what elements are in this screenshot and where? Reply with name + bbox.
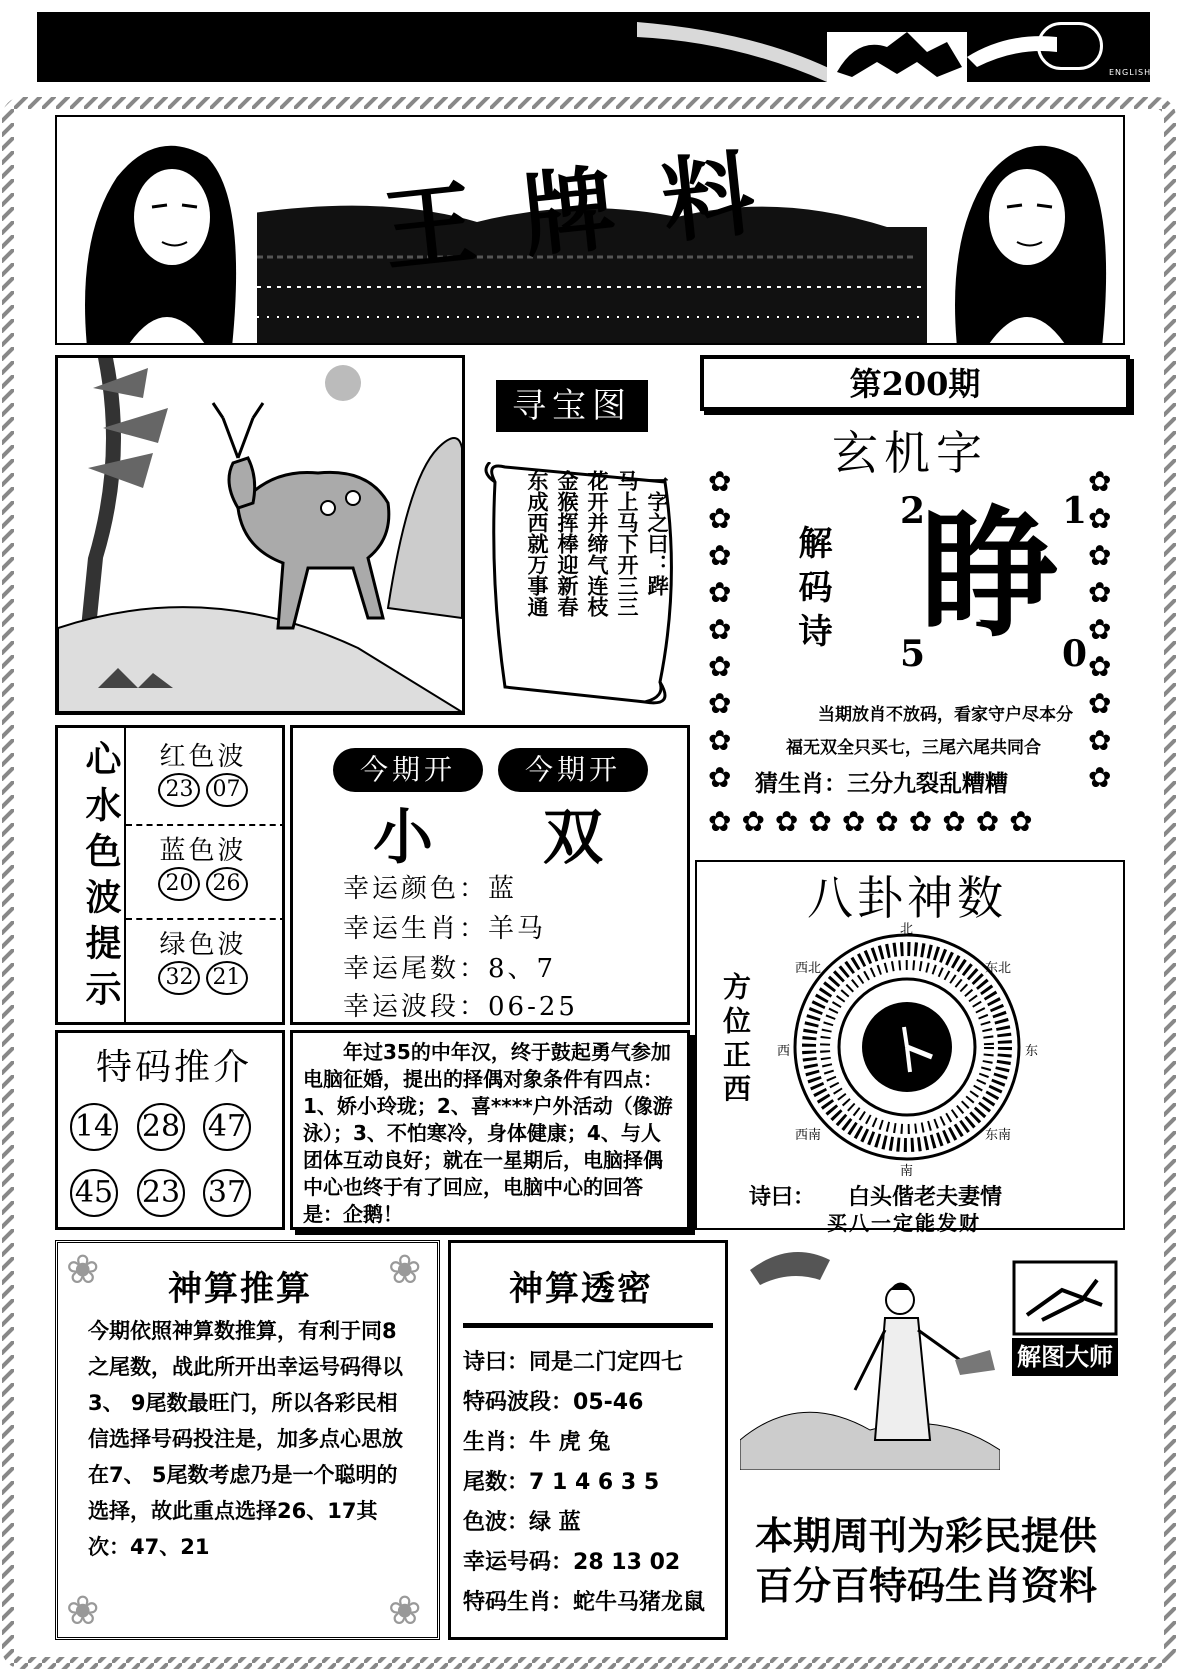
- result-small: 小: [373, 803, 433, 873]
- calc-panel: [55, 1240, 440, 1640]
- secret-key: 特码波段：: [463, 1390, 574, 1415]
- this-period-pill-1: 今期开: [333, 748, 483, 792]
- secret-row: [463, 1423, 725, 1463]
- lucky-key: 幸运颜色：: [343, 874, 489, 904]
- lucky-value: 8、7: [488, 954, 557, 984]
- wave-number: 26: [206, 867, 248, 901]
- bagua-poem: 诗曰： 白头偕老夫妻情: [749, 1184, 1003, 1210]
- compass-label: 南: [900, 1164, 914, 1179]
- recommend-number: 37: [203, 1169, 251, 1217]
- secret-panel: [448, 1240, 728, 1640]
- woman-portrait-right: [927, 117, 1125, 345]
- wave-number: 32: [158, 961, 200, 995]
- decode-master-badge: 解图大师: [1012, 1338, 1118, 1376]
- story-panel: [290, 1030, 690, 1230]
- compass-label: 东南: [985, 1128, 1012, 1143]
- secret-row: [463, 1543, 725, 1583]
- lucky-row: [343, 908, 546, 945]
- lucky-row: [343, 868, 517, 905]
- secret-key: 幸运号码：: [463, 1550, 574, 1575]
- bagua-panel: [695, 860, 1125, 1235]
- poem-column: 金猴挥棒迎新春: [555, 470, 579, 617]
- bagua-title: 八卦神数: [807, 871, 1007, 925]
- floral-corner-icon: ❀: [66, 1588, 100, 1634]
- compass-label: 西南: [795, 1128, 822, 1143]
- recommend-number: 28: [137, 1103, 185, 1151]
- decode-poem-label: 解码诗: [792, 525, 832, 657]
- this-period-pill-2: 今期开: [498, 748, 648, 792]
- wave-name: 红色波: [159, 742, 247, 772]
- flower-border-bottom: ✿✿✿✿✿✿✿✿✿✿: [708, 805, 1043, 838]
- scholar-illustration: [740, 1240, 1000, 1470]
- guess-zodiac: 猜生肖：三分九裂乱糟糟: [755, 771, 1008, 797]
- recommend-number: 14: [70, 1103, 118, 1151]
- wave-group-red: [128, 736, 278, 807]
- promo-line-2: 百分百特码生肖资料: [755, 1563, 1098, 1608]
- mystery-num-bottom-right: 0: [1062, 633, 1088, 675]
- treasure-poem: [522, 470, 672, 680]
- compass-label: 西: [777, 1044, 791, 1059]
- lucky-row: [343, 986, 578, 1023]
- secret-value: 7 1 4 6 3 5: [529, 1470, 660, 1495]
- secret-value: 05-46: [573, 1390, 644, 1415]
- woman-portrait-left: [57, 117, 257, 345]
- issue-panel: [700, 355, 1130, 850]
- secret-value: 同是二门定四七: [529, 1350, 684, 1375]
- bagua-direction: 方位正西: [719, 972, 752, 1108]
- secret-title: 神算透密: [509, 1269, 653, 1309]
- bagua-footer: 买八一定能发财: [827, 1211, 981, 1235]
- lucky-key: 幸运生肖：: [343, 914, 489, 944]
- secret-value: 28 13 02: [573, 1550, 681, 1575]
- secret-key: 尾数：: [463, 1470, 530, 1495]
- promo-line-1: 本期周刊为彩民提供: [755, 1513, 1098, 1558]
- banner-brand-text: ENGLISH: [1109, 68, 1152, 77]
- recommend-number: 47: [203, 1103, 251, 1151]
- recommend-number: 23: [137, 1169, 185, 1217]
- secret-key: 诗曰：: [463, 1350, 530, 1375]
- secret-row: [463, 1383, 725, 1423]
- recommend-panel: [55, 1030, 285, 1230]
- poem-column: 花开并缔气连枝: [585, 470, 609, 617]
- poem-column: 一字之曰：跸: [645, 470, 669, 596]
- lucky-row: [343, 948, 556, 985]
- lucky-value: 06-25: [488, 992, 578, 1022]
- deer-illustration: [58, 358, 462, 712]
- mystery-num-top-left: 2: [900, 490, 926, 532]
- treasure-label: 寻宝图: [496, 380, 648, 432]
- floral-corner-icon: ❀: [388, 1588, 422, 1634]
- mystery-title: 玄机字: [832, 426, 988, 480]
- poem-column: 东成西就万事通: [525, 470, 549, 617]
- secret-value: 蛇牛马猪龙鼠: [573, 1590, 706, 1615]
- floral-corner-icon: ❀: [66, 1247, 100, 1293]
- secret-key: 生肖：: [463, 1430, 530, 1455]
- recommend-number: 45: [70, 1169, 118, 1217]
- lucky-value: 蓝: [488, 874, 518, 904]
- story-text: 年过35的中年汉，终于鼓起勇气参加电脑征婚，提出的择偶对象条件有四点：1、娇小玲珑；2、喜****户外活动（像游泳）；3、不怕寒冷，身体健康；4、与人团体互动良好；就在一星期后，电脑择偶中心也终于有了回应，电脑中心的回答是：企鹅！: [303, 1040, 673, 1226]
- compass-label: 东北: [985, 961, 1012, 976]
- secret-value: 牛 虎 兔: [529, 1430, 611, 1455]
- compass-label: 北: [900, 922, 914, 937]
- flower-border-left: ✿ ✿ ✿ ✿ ✿ ✿ ✿ ✿ ✿: [708, 465, 732, 794]
- banner-logo-icon: [1037, 22, 1103, 70]
- decode-master-icon: [1012, 1260, 1118, 1336]
- mystery-num-top-right: 1: [1062, 490, 1088, 532]
- issue-number: 第200期: [700, 355, 1130, 411]
- wave-number: 20: [158, 867, 200, 901]
- page-title: 王牌料: [378, 134, 808, 286]
- calc-title: 神算推算: [168, 1269, 312, 1309]
- master-panel: [740, 1240, 1130, 1640]
- lucky-key: 幸运波段：: [343, 992, 489, 1022]
- wave-name: 绿色波: [159, 930, 247, 960]
- this-period-panel: [290, 725, 690, 1025]
- lucky-key: 幸运尾数：: [343, 954, 489, 984]
- decode-line-1: 当期放肖不放码，看家守户尽本分: [818, 705, 1073, 725]
- secret-row: [463, 1343, 725, 1383]
- wave-number: 07: [206, 773, 248, 807]
- top-banner: [37, 12, 1150, 82]
- deer-picture: [55, 355, 465, 715]
- secret-row: [463, 1463, 725, 1503]
- flower-border-right: ✿ ✿ ✿ ✿ ✿ ✿ ✿ ✿ ✿: [1088, 465, 1112, 794]
- wave-group-blue: [128, 830, 278, 901]
- secret-key: 特码生肖：: [463, 1590, 574, 1615]
- decode-line-2: 福无双全只买七，三尾六尾共同合: [786, 738, 1041, 758]
- poem-column: 马上马下开三三: [615, 470, 639, 617]
- compass-label: 东: [1025, 1044, 1039, 1059]
- secret-rows: [463, 1343, 725, 1623]
- lucky-value: 羊马: [488, 914, 547, 944]
- calc-text: 今期依照神算数推算，有利于同8之尾数，战此所开出幸运号码得以3、 9尾数最旺门，所以各彩民相信选择号码投注是，加多点心思放在7、 5尾数考虑乃是一个聪明的选择，故此重点选择26、17其次：47、21: [88, 1319, 403, 1559]
- result-double: 双: [543, 803, 603, 873]
- title-banner: [55, 115, 1125, 345]
- mystery-num-bottom-left: 5: [900, 633, 926, 675]
- banner-horse-decoration: [637, 12, 1067, 82]
- recommend-title: 特码推介: [96, 1047, 253, 1088]
- secret-row: [463, 1503, 725, 1543]
- wave-number: 23: [158, 773, 200, 807]
- compass-label: 西北: [795, 961, 822, 976]
- secret-row: [463, 1583, 725, 1623]
- floral-corner-icon: ❀: [388, 1247, 422, 1293]
- wave-name: 蓝色波: [159, 836, 247, 866]
- wave-number: 21: [206, 961, 248, 995]
- wave-hint-side-label: 心水色波提示: [80, 740, 122, 1016]
- wave-hint-panel: [55, 725, 285, 1025]
- wave-group-green: [128, 924, 278, 995]
- secret-value: 绿 蓝: [529, 1510, 581, 1535]
- secret-key: 色波：: [463, 1510, 530, 1535]
- recommend-numbers: [70, 1103, 280, 1217]
- mystery-char: 睁: [920, 493, 1061, 657]
